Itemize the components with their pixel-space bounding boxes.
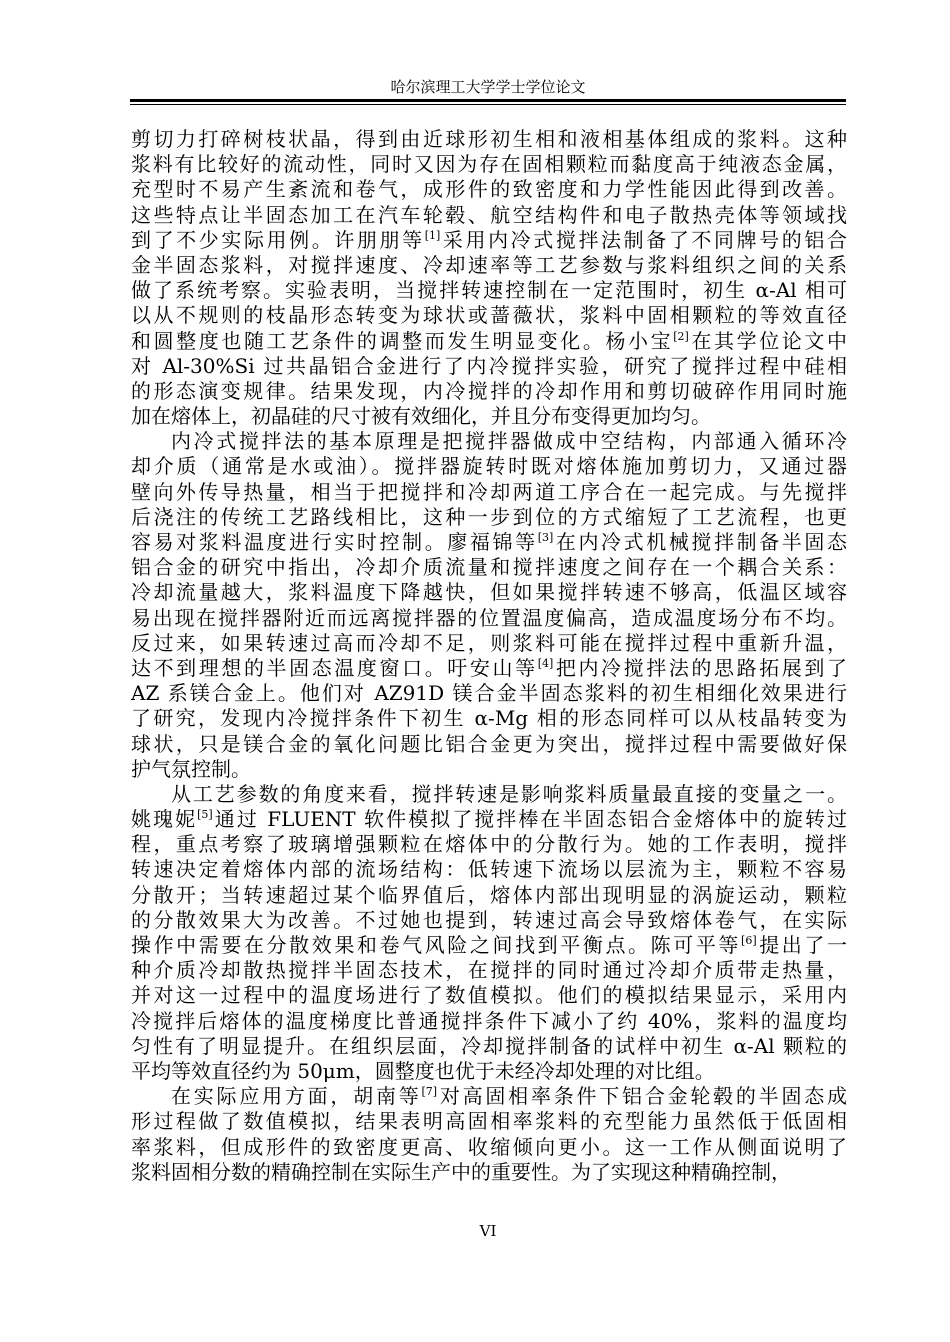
paragraph (131, 127, 847, 429)
text-run: 壁向外传导热量，相当于把搅拌和冷却两道工序合在一起完成。与先搅拌 (131, 479, 847, 504)
text-line (131, 656, 847, 681)
text-run: 率浆料，但成形件的致密度更高、收缩倾向更小。这一工作从侧面说明了 (131, 1134, 847, 1159)
text-run: 达不到理想的半固态温度窗口。吁安山等 (131, 655, 538, 680)
text-run: 把内冷搅拌法的思路拓展到了 (553, 655, 847, 680)
text-run: 到了不少实际用例。许朋朋等 (131, 227, 425, 252)
text-run: 从工艺参数的角度来看，搅拌转速是影响浆料质量最直接的变量之一。 (171, 781, 847, 806)
text-line (131, 505, 847, 530)
text-line (131, 127, 847, 152)
text-run: 做了系统考察。实验表明，当搅拌转速控制在一定范围时，初生 α-Al 相可 (131, 278, 847, 303)
text-run: 采用内冷式搅拌法制备了不同牌号的铝合 (440, 227, 847, 252)
text-run: 姚瑰妮 (131, 807, 198, 832)
text-line (131, 480, 847, 505)
text-line (131, 530, 847, 555)
text-run: 对高固相率条件下铝合金轮毂的半固态成 (437, 1084, 847, 1109)
text-run: 容易对浆料温度进行实时控制。廖福锦等 (131, 530, 538, 554)
text-line (131, 1135, 847, 1160)
text-line (131, 203, 847, 228)
header-rule-thin (130, 104, 846, 105)
text-run: 冷搅拌后熔体的温度梯度比普通搅拌条件下减小了约 40%，浆料的温度均 (131, 1008, 847, 1033)
text-line (131, 983, 847, 1008)
text-line (131, 757, 847, 782)
text-run: AZ 系镁合金上。他们对 AZ91D 镁合金半固态浆料的初生相细化效果进行 (131, 681, 847, 706)
text-line (131, 253, 847, 278)
text-line (131, 329, 847, 354)
text-run: 内冷式搅拌法的基本原理是把搅拌器做成中空结构，内部通入循环冷 (171, 429, 847, 454)
paragraph (131, 1084, 847, 1185)
text-run: 剪切力打碎树枝状晶，得到由近球形初生相和液相基体组成的浆料。这种 (131, 127, 847, 151)
text-line (131, 580, 847, 605)
text-run: 易出现在搅拌器附近而远离搅拌器的位置温度偏高，造成温度场分布不均。 (131, 605, 847, 630)
text-run: 匀性有了明显提升。在组织层面，冷却搅拌制备的试样中初生 α-Al 颗粒的 (131, 1033, 847, 1058)
text-line (131, 429, 847, 454)
text-line (131, 152, 847, 177)
text-line (131, 454, 847, 479)
text-run: 护气氛控制。 (131, 756, 251, 781)
text-line (131, 278, 847, 303)
text-line (131, 832, 847, 857)
text-run: 球状，只是镁合金的氧化问题比铝合金更为突出，搅拌过程中需要做好保 (131, 731, 847, 756)
text-line (131, 1059, 847, 1084)
text-run: 却介质（通常是水或油）。搅拌器旋转时既对熔体施加剪切力，又通过器 (131, 454, 847, 479)
text-run: 反过来，如果转速过高而冷却不足，则浆料可能在搅拌过程中重新升温， (131, 630, 847, 655)
text-run: 加在熔体上，初晶硅的尺寸被有效细化，并且分布变得更加均匀。 (131, 404, 711, 429)
text-line (131, 782, 847, 807)
citation-ref: [7] (421, 1085, 438, 1099)
text-line (131, 177, 847, 202)
text-run: 浆料有比较好的流动性，同时又因为存在固相颗粒而黏度高于纯液态金属， (131, 152, 847, 177)
page-number: VI (479, 1222, 497, 1240)
text-line (131, 1034, 847, 1059)
text-line (131, 354, 847, 379)
text-line (131, 303, 847, 328)
paragraph (131, 782, 847, 1084)
text-run: 提出了一 (756, 933, 847, 957)
text-run: 并对这一过程中的温度场进行了数值模拟。他们的模拟结果显示，采用内 (131, 983, 847, 1008)
text-run: 浆料固相分数的精确控制在实际生产中的重要性。为了实现这种精确控制， (131, 1159, 791, 1184)
text-run: 后浇注的传统工艺路线相比，这种一步到位的方式缩短了工艺流程，也更 (131, 504, 847, 529)
text-run: 操作中需要在分散效果和卷气风险之间找到平衡点。陈可平等 (131, 933, 742, 957)
text-run: 和圆整度也随工艺条件的调整而发生明显变化。杨小宝 (131, 328, 674, 353)
text-run: 了研究，发现内冷搅拌条件下初生 α-Mg 相的形态同样可以从枝晶转变为 (131, 706, 847, 731)
text-line (131, 958, 847, 983)
text-run: 铝合金的研究中指出，冷却介质流量和搅拌速度之间存在一个耦合关系： (131, 555, 847, 580)
text-line (131, 631, 847, 656)
text-line (131, 706, 847, 731)
body-text (131, 127, 847, 1185)
text-line (131, 379, 847, 404)
text-line (131, 933, 847, 958)
paragraph (131, 429, 847, 782)
text-line (131, 1084, 847, 1109)
text-run: 的分散效果大为改善。不过她也提到，转速过高会导致熔体卷气，在实际 (131, 907, 847, 932)
citation-ref: [2] (673, 329, 689, 343)
text-line (131, 732, 847, 757)
text-run: 分散开；当转速超过某个临界值后，熔体内部出现明显的涡旋运动，颗粒 (131, 882, 847, 907)
text-line (131, 1160, 847, 1185)
citation-ref: [5] (197, 808, 213, 822)
text-line (131, 1009, 847, 1034)
text-run: 平均等效直径约为 50μm，圆整度也优于未经冷却处理的对比组。 (131, 1058, 715, 1083)
text-line (131, 857, 847, 882)
text-run: 形过程做了数值模拟，结果表明高固相率浆料的充型能力虽然低于低固相 (131, 1109, 847, 1134)
text-run: 在内冷式机械搅拌制备半固态 (553, 530, 847, 554)
text-line (131, 404, 847, 429)
citation-ref: [6] (741, 934, 757, 947)
running-header: 哈尔滨理工大学学士学位论文 (390, 78, 586, 96)
text-line (131, 908, 847, 933)
text-run: 转速决定着熔体内部的流场结构：低转速下流场以层流为主，颗粒不容易 (131, 857, 847, 882)
text-run: 金半固态浆料，对搅拌速度、冷却速率等工艺参数与浆料组织之间的关系 (131, 252, 847, 277)
text-run: 对 Al-30%Si 过共晶铝合金进行了内冷搅拌实验，研究了搅拌过程中硅相 (131, 353, 847, 378)
text-run: 的形态演变规律。结果发现，内冷搅拌的冷却作用和剪切破碎作用同时施 (131, 378, 847, 403)
text-line (131, 606, 847, 631)
text-line (131, 883, 847, 908)
citation-ref: [4] (537, 656, 554, 670)
text-run: 这些特点让半固态加工在汽车轮毂、航空结构件和电子散热壳体等领域找 (131, 202, 847, 227)
text-line (131, 555, 847, 580)
text-line (131, 681, 847, 706)
header-rule-thick (130, 99, 846, 102)
text-run: 在实际应用方面，胡南等 (171, 1084, 422, 1109)
citation-ref: [3] (537, 531, 554, 544)
citation-ref: [1] (424, 228, 441, 242)
text-run: 以从不规则的枝晶形态转变为球状或蔷薇状，浆料中固相颗粒的等效直径 (131, 303, 847, 328)
text-run: 充型时不易产生紊流和卷气，成形件的致密度和力学性能因此得到改善。 (131, 177, 847, 202)
text-line (131, 807, 847, 832)
text-run: 冷却流量越大，浆料温度下降越快，但如果搅拌转速不够高，低温区域容 (131, 580, 847, 605)
text-run: 种介质冷却散热搅拌半固态技术，在搅拌的同时通过冷却介质带走热量， (131, 958, 847, 983)
text-line (131, 1109, 847, 1134)
text-run: 在其学位论文中 (688, 328, 847, 353)
text-run: 通过 FLUENT 软件模拟了搅拌棒在半固态铝合金熔体中的旋转过 (212, 807, 847, 832)
text-line (131, 228, 847, 253)
text-run: 程，重点考察了玻璃增强颗粒在熔体中的分散行为。她的工作表明，搅拌 (131, 832, 847, 857)
